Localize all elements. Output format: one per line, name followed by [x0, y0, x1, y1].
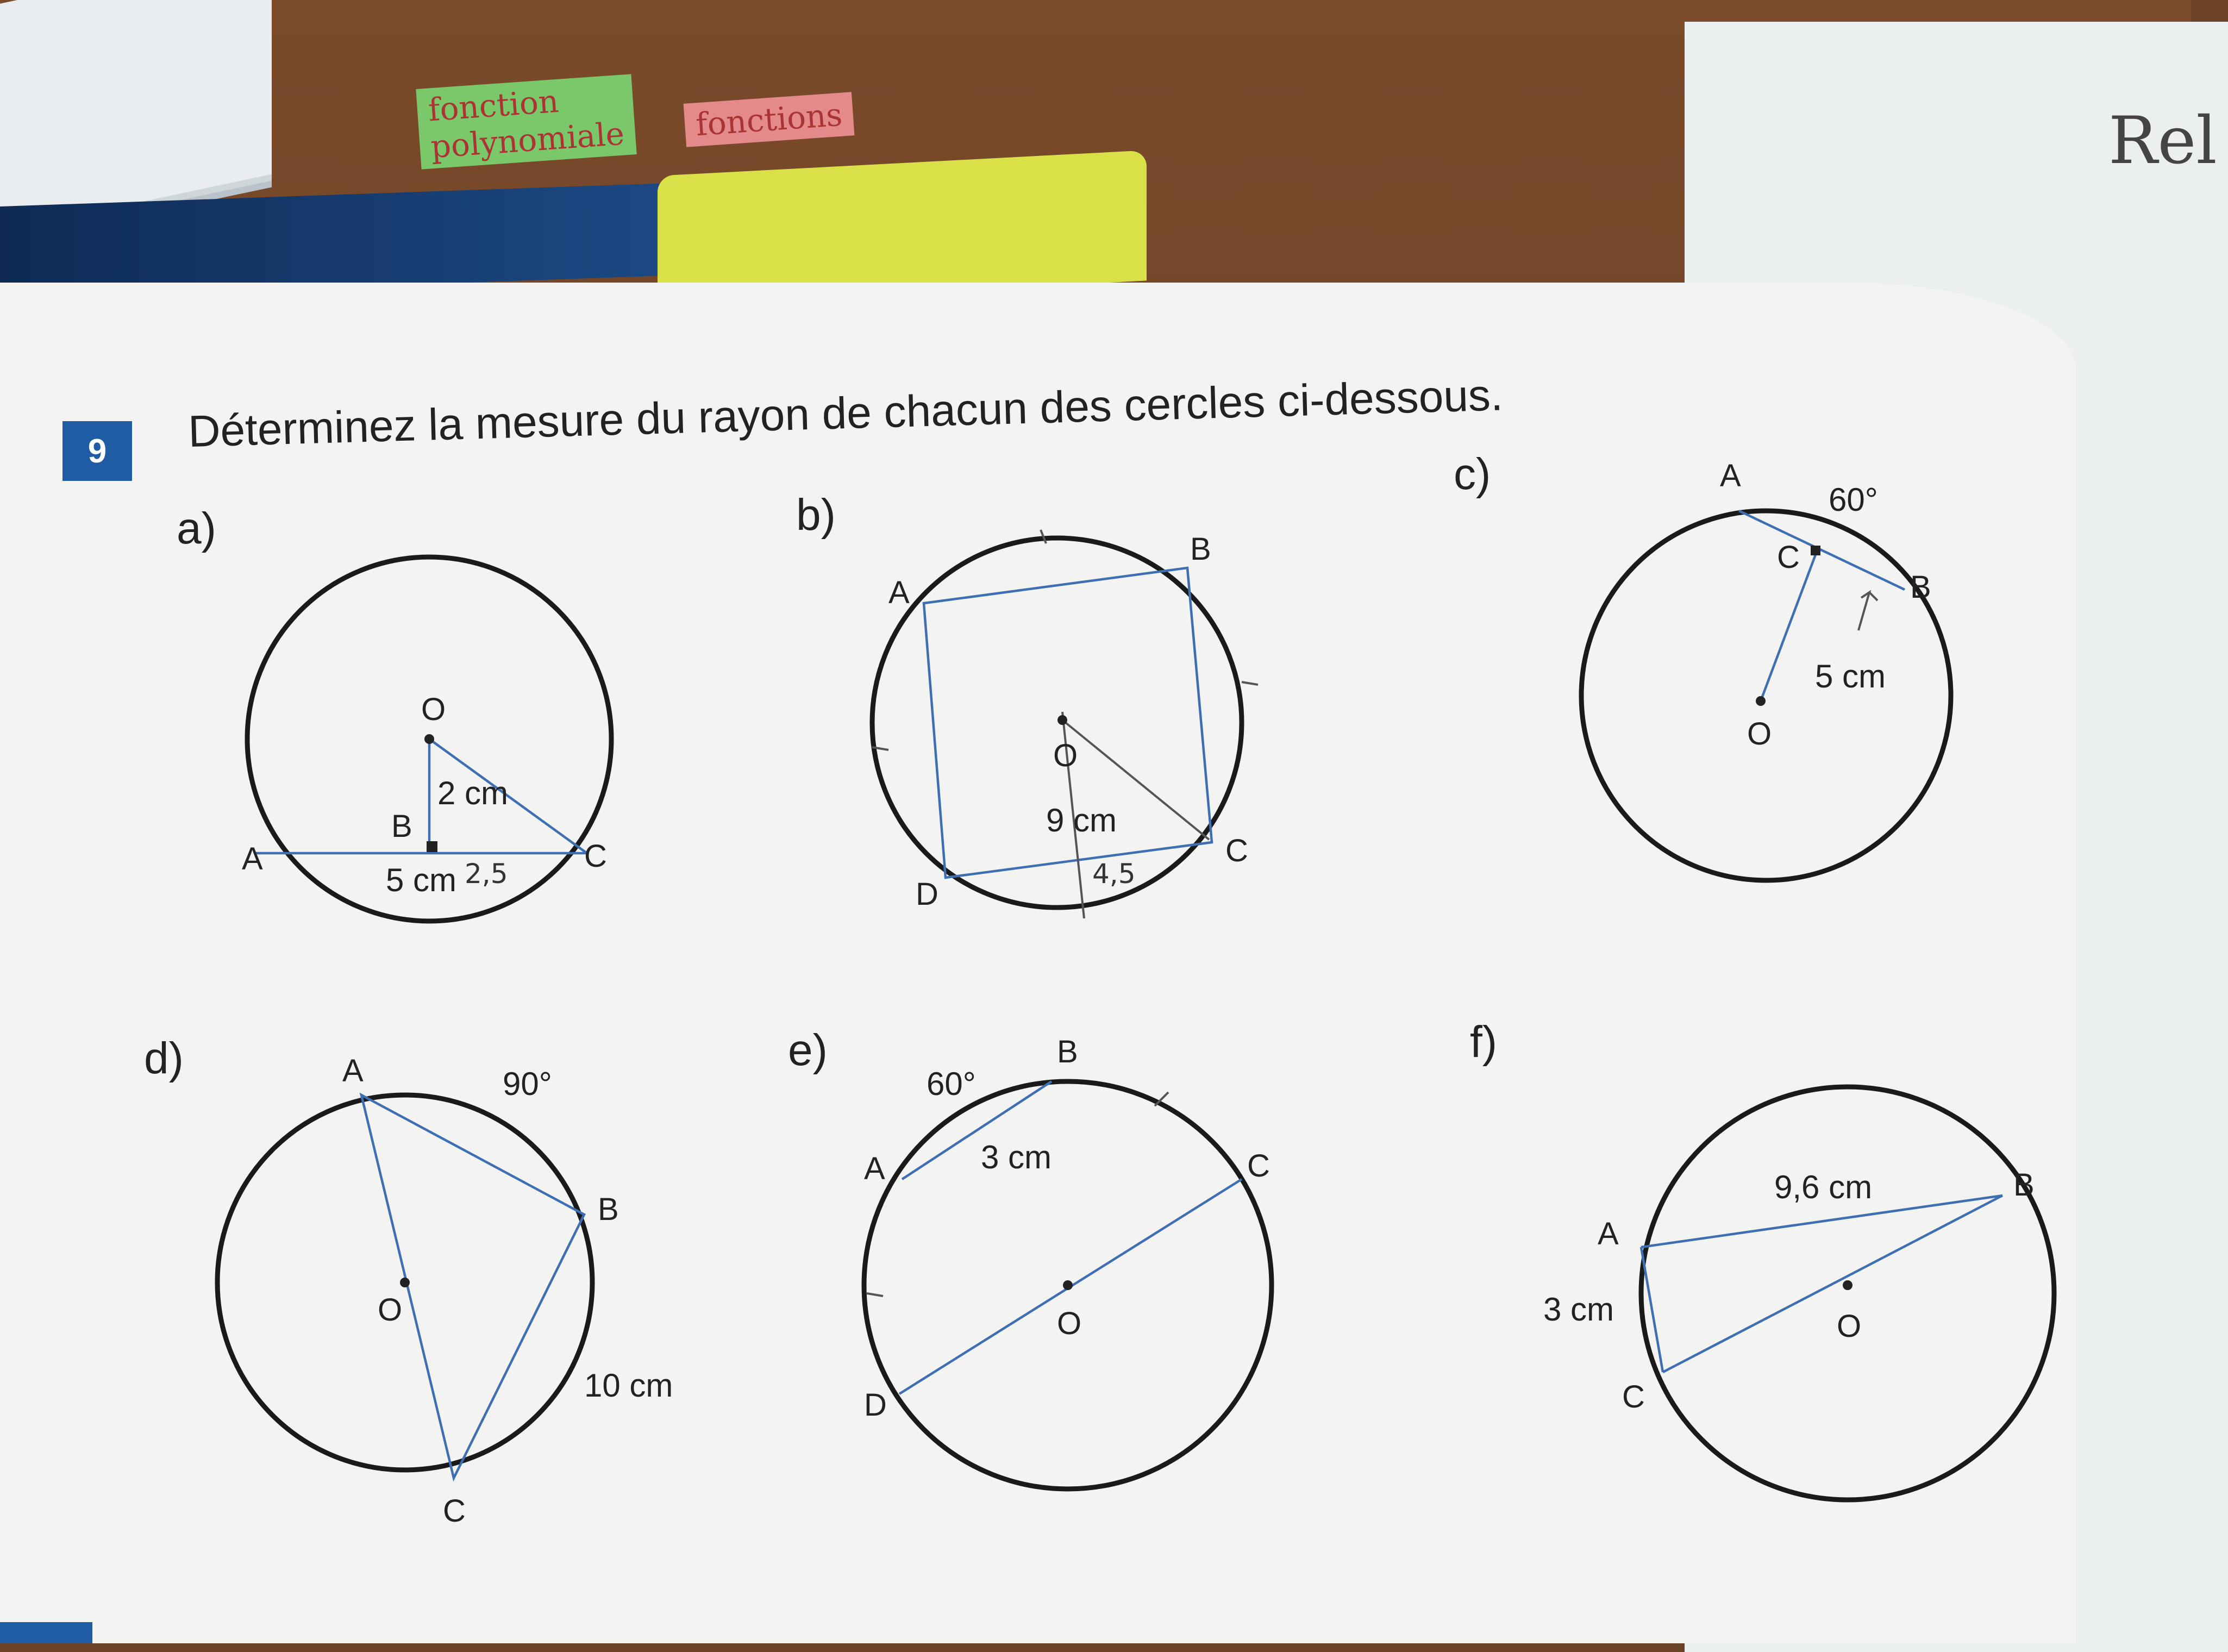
- figure-a-right-angle-marker: [427, 841, 437, 852]
- figure-d-measure-arc: 90°: [503, 1066, 552, 1102]
- figure-a-label: a): [177, 504, 216, 553]
- figure-f-point-b: B: [2013, 1167, 2035, 1203]
- figure-c: [1454, 449, 1951, 880]
- exercise-number-badge: 9: [62, 421, 132, 481]
- figure-e-point-a: A: [864, 1151, 885, 1186]
- figure-e: [788, 1025, 1272, 1489]
- figure-d-point-c: C: [443, 1493, 466, 1529]
- sticky-note-line-1: fonction: [427, 82, 560, 129]
- figure-b-measure-diagonal: 9 cm: [1046, 802, 1117, 838]
- figure-e-point-c: C: [1247, 1148, 1270, 1184]
- figure-f-point-a: A: [1598, 1216, 1619, 1251]
- figure-f-label: f): [1470, 1017, 1498, 1067]
- figure-f-circle: [1641, 1087, 2054, 1500]
- binder-label: Rel: [2108, 103, 2217, 179]
- figure-b-point-d: D: [916, 877, 938, 912]
- figure-c-point-c: C: [1777, 540, 1800, 575]
- figure-d-point-b: B: [598, 1192, 619, 1227]
- figure-e-center-dot: [1063, 1280, 1073, 1290]
- figure-c-circle: [1581, 511, 1951, 880]
- figure-f: [1470, 1017, 2054, 1500]
- figure-a-handwritten-note: 2,5: [465, 858, 508, 890]
- figure-a-point-a: A: [242, 841, 263, 877]
- figure-e-measure-ab: 3 cm: [981, 1139, 1052, 1175]
- figure-b-tick-right: [1242, 682, 1258, 685]
- figure-d-label: d): [144, 1034, 184, 1083]
- figure-c-point-a: A: [1720, 458, 1741, 493]
- figure-c-center-dot: [1756, 696, 1766, 706]
- figure-d: [144, 1034, 673, 1529]
- figure-e-measure-arc: 60°: [927, 1066, 976, 1102]
- figure-c-pencil-arrow: [1858, 592, 1877, 630]
- figure-b-circle: [872, 538, 1242, 908]
- figure-f-measure-ab: 9,6 cm: [1774, 1169, 1873, 1205]
- figure-f-measure-ac: 3 cm: [1543, 1291, 1614, 1328]
- figure-a: [177, 504, 611, 921]
- figure-b: [796, 490, 1258, 918]
- figure-c-label: c): [1454, 449, 1491, 499]
- figure-d-measure-bc: 10 cm: [584, 1367, 673, 1404]
- figure-a-point-b: B: [391, 809, 412, 844]
- figure-a-measure-ob: 2 cm: [437, 775, 509, 811]
- figure-b-point-o: O: [1053, 738, 1078, 773]
- figure-f-point-c: C: [1622, 1379, 1645, 1415]
- figure-d-center-dot: [400, 1278, 410, 1287]
- figure-c-measure-arc: 60°: [1829, 481, 1878, 518]
- figure-f-point-o: O: [1837, 1309, 1862, 1344]
- figure-e-point-o: O: [1057, 1306, 1082, 1341]
- figure-b-center-dot: [1057, 715, 1067, 725]
- figure-b-point-a: A: [888, 575, 910, 610]
- figure-c-point-b: B: [1910, 570, 1931, 605]
- figure-b-handwritten-note: 4,5: [1092, 858, 1136, 890]
- sticky-note-pink: fonctions: [684, 92, 855, 147]
- figure-b-point-b: B: [1190, 531, 1211, 567]
- figure-b-point-c: C: [1225, 833, 1248, 868]
- figure-a-point-o: O: [421, 692, 446, 727]
- figure-f-diameter-bc: [1663, 1196, 2002, 1372]
- figure-a-measure-ac: 5 cm: [386, 862, 457, 898]
- figure-d-point-o: O: [378, 1292, 403, 1328]
- sticky-note-line-2: polynomiale: [429, 115, 625, 166]
- exercise-instruction: Déterminez la mesure du rayon de chacun des cercles ci-dessous.: [187, 370, 1504, 456]
- figure-c-point-o: O: [1747, 716, 1772, 752]
- next-exercise-badge: [0, 1622, 92, 1643]
- figure-e-label: e): [788, 1025, 828, 1075]
- figure-a-point-c: C: [584, 838, 607, 874]
- figure-f-center-dot: [1843, 1280, 1853, 1290]
- figure-e-point-b: B: [1057, 1034, 1078, 1069]
- figure-c-measure-radius: 5 cm: [1815, 658, 1886, 694]
- figure-d-point-a: A: [342, 1053, 364, 1088]
- figure-e-tick-left: [867, 1293, 883, 1296]
- figure-a-center-dot: [424, 734, 434, 744]
- figure-d-triangle: [361, 1095, 584, 1478]
- figure-c-right-angle-marker: [1811, 546, 1820, 555]
- figure-e-point-d: D: [864, 1387, 887, 1423]
- figure-b-label: b): [796, 490, 836, 540]
